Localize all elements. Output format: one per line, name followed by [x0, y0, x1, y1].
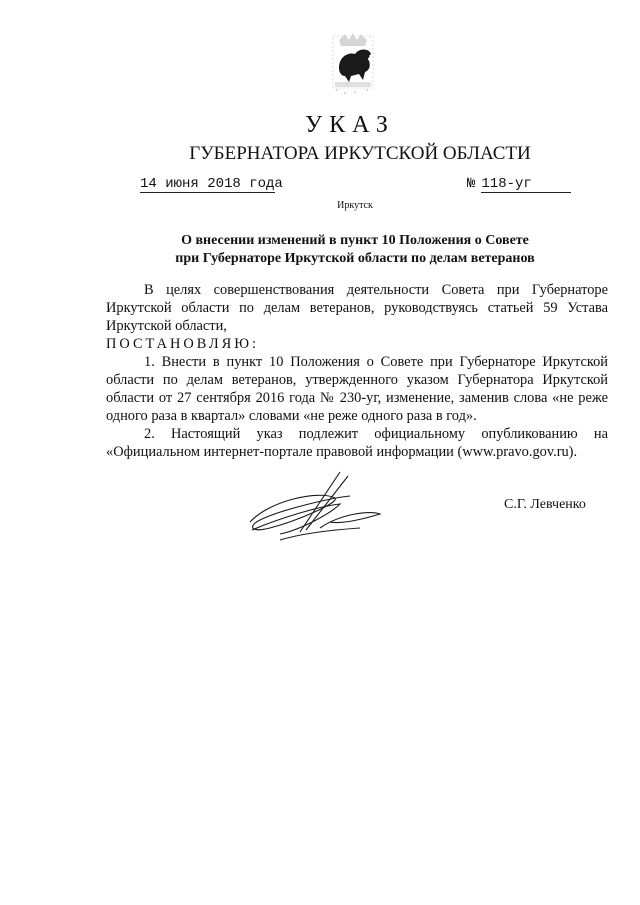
coat-of-arms-icon — [325, 30, 381, 102]
item-1: 1. Внести в пункт 10 Положения о Совете при Губернаторе Иркутской области по делам ветеранов, утвержденного указом Губернатора Иркутской области от 27 сентября 2016 года № 230-уг, изменение, заменив слова «не реже одного раза в квартал» словами «не реже одного раза в год». — [106, 354, 608, 424]
handwritten-signature — [240, 470, 390, 550]
item-2: 2. Настоящий указ подлежит официальному опубликованию на «Официальном интернет-портале правовой информации (www.pravo.gov.ru). — [106, 426, 608, 460]
document-number — [467, 176, 571, 193]
signer-name: С.Г. Левченко — [504, 497, 586, 512]
document-date: 14 июня 2018 года — [140, 176, 283, 192]
number-value: 118-уг — [481, 176, 571, 193]
document-title: УКАЗ — [305, 112, 395, 138]
decree-word: ПОСТАНОВЛЯЮ: — [106, 336, 260, 352]
document-subtitle: ГУБЕРНАТОРА ИРКУТСКОЙ ОБЛАСТИ — [189, 143, 531, 164]
city: Иркутск — [337, 200, 373, 211]
heading-line-2: при Губернаторе Иркутской области по делам ветеранов — [175, 251, 535, 266]
document-heading — [0, 232, 640, 268]
document-body — [106, 281, 608, 461]
preamble: В целях совершенствования деятельности Совета при Губернаторе Иркутской области по делам ветеранов, руководствуясь статьей 59 Устава Иркутской области, — [106, 282, 608, 334]
number-prefix: № — [467, 176, 476, 192]
heading-line-1: О внесении изменений в пункт 10 Положения о Совете — [181, 233, 529, 248]
